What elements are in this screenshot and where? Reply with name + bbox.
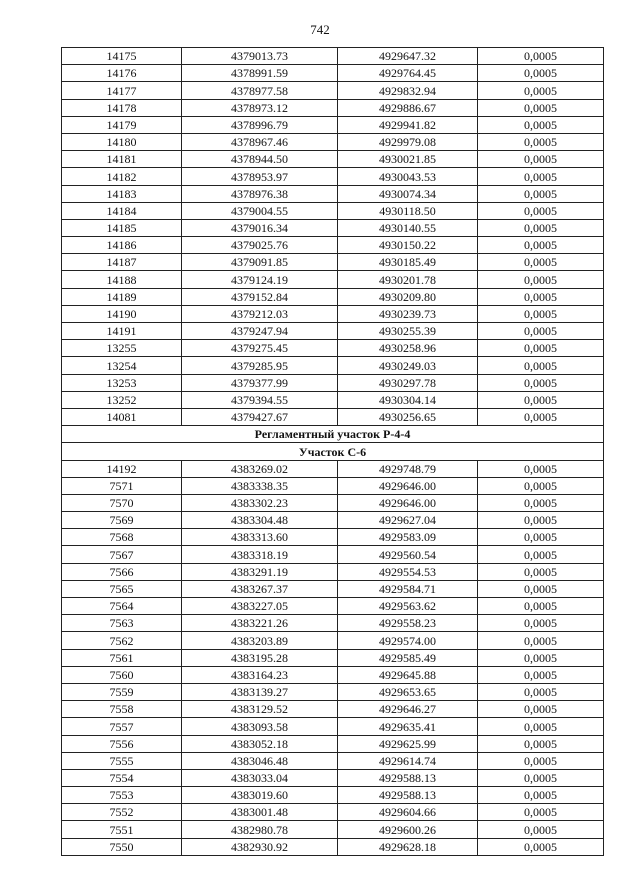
x-coordinate-cell: 4378973.12 xyxy=(182,99,338,116)
table-row xyxy=(62,185,604,202)
accuracy-cell: 0,0005 xyxy=(478,735,604,752)
accuracy-cell: 0,0005 xyxy=(478,151,604,168)
point-number-cell: 14189 xyxy=(62,288,182,305)
x-coordinate-cell: 4379091.85 xyxy=(182,254,338,271)
accuracy-cell: 0,0005 xyxy=(478,99,604,116)
y-coordinate-cell: 4930256.65 xyxy=(338,408,478,425)
x-coordinate-cell: 4383195.28 xyxy=(182,649,338,666)
table-row xyxy=(62,168,604,185)
x-coordinate-cell: 4383221.26 xyxy=(182,615,338,632)
y-coordinate-cell: 4930021.85 xyxy=(338,151,478,168)
accuracy-cell: 0,0005 xyxy=(478,202,604,219)
point-number-cell: 13253 xyxy=(62,374,182,391)
table-row xyxy=(62,271,604,288)
table-row xyxy=(62,254,604,271)
point-number-cell: 7555 xyxy=(62,752,182,769)
x-coordinate-cell: 4383052.18 xyxy=(182,735,338,752)
y-coordinate-cell: 4929886.67 xyxy=(338,99,478,116)
y-coordinate-cell: 4929574.00 xyxy=(338,632,478,649)
y-coordinate-cell: 4930150.22 xyxy=(338,237,478,254)
y-coordinate-cell: 4929604.66 xyxy=(338,804,478,821)
accuracy-cell: 0,0005 xyxy=(478,512,604,529)
point-number-cell: 7554 xyxy=(62,769,182,786)
y-coordinate-cell: 4930074.34 xyxy=(338,185,478,202)
point-number-cell: 13255 xyxy=(62,340,182,357)
x-coordinate-cell: 4379013.73 xyxy=(182,48,338,65)
table-row xyxy=(62,391,604,408)
y-coordinate-cell: 4929647.32 xyxy=(338,48,478,65)
point-number-cell: 14183 xyxy=(62,185,182,202)
y-coordinate-cell: 4929627.04 xyxy=(338,512,478,529)
accuracy-cell: 0,0005 xyxy=(478,408,604,425)
accuracy-cell: 0,0005 xyxy=(478,563,604,580)
accuracy-cell: 0,0005 xyxy=(478,718,604,735)
x-coordinate-cell: 4383139.27 xyxy=(182,683,338,700)
point-number-cell: 14191 xyxy=(62,323,182,340)
point-number-cell: 14179 xyxy=(62,116,182,133)
accuracy-cell: 0,0005 xyxy=(478,804,604,821)
y-coordinate-cell: 4929764.45 xyxy=(338,65,478,82)
y-coordinate-cell: 4930118.50 xyxy=(338,202,478,219)
x-coordinate-cell: 4378977.58 xyxy=(182,82,338,99)
accuracy-cell: 0,0005 xyxy=(478,529,604,546)
point-number-cell: 7558 xyxy=(62,701,182,718)
table-row xyxy=(62,615,604,632)
y-coordinate-cell: 4929635.41 xyxy=(338,718,478,735)
accuracy-cell: 0,0005 xyxy=(478,649,604,666)
point-number-cell: 7553 xyxy=(62,787,182,804)
table-row xyxy=(62,718,604,735)
y-coordinate-cell: 4929584.71 xyxy=(338,580,478,597)
table-row xyxy=(62,237,604,254)
accuracy-cell: 0,0005 xyxy=(478,374,604,391)
accuracy-cell: 0,0005 xyxy=(478,546,604,563)
y-coordinate-cell: 4930255.39 xyxy=(338,323,478,340)
table-row xyxy=(62,48,604,65)
x-coordinate-cell: 4379212.03 xyxy=(182,305,338,322)
y-coordinate-cell: 4929646.00 xyxy=(338,494,478,511)
point-number-cell: 13254 xyxy=(62,357,182,374)
table-row xyxy=(62,340,604,357)
x-coordinate-cell: 4383203.89 xyxy=(182,632,338,649)
point-number-cell: 7571 xyxy=(62,477,182,494)
x-coordinate-cell: 4378953.97 xyxy=(182,168,338,185)
accuracy-cell: 0,0005 xyxy=(478,254,604,271)
accuracy-cell: 0,0005 xyxy=(478,821,604,838)
x-coordinate-cell: 4378976.38 xyxy=(182,185,338,202)
section-header-block xyxy=(62,426,604,460)
x-coordinate-cell: 4379016.34 xyxy=(182,219,338,236)
y-coordinate-cell: 4930239.73 xyxy=(338,305,478,322)
point-number-cell: 14182 xyxy=(62,168,182,185)
y-coordinate-cell: 4930297.78 xyxy=(338,374,478,391)
x-coordinate-cell: 4383019.60 xyxy=(182,787,338,804)
y-coordinate-cell: 4929748.79 xyxy=(338,460,478,477)
x-coordinate-cell: 4378996.79 xyxy=(182,116,338,133)
table-row xyxy=(62,408,604,425)
x-coordinate-cell: 4383267.37 xyxy=(182,580,338,597)
accuracy-cell: 0,0005 xyxy=(478,580,604,597)
x-coordinate-cell: 4379124.19 xyxy=(182,271,338,288)
table-row xyxy=(62,477,604,494)
point-number-cell: 7569 xyxy=(62,512,182,529)
accuracy-cell: 0,0005 xyxy=(478,357,604,374)
point-number-cell: 14081 xyxy=(62,408,182,425)
accuracy-cell: 0,0005 xyxy=(478,116,604,133)
accuracy-cell: 0,0005 xyxy=(478,477,604,494)
x-coordinate-cell: 4383046.48 xyxy=(182,752,338,769)
x-coordinate-cell: 4378991.59 xyxy=(182,65,338,82)
accuracy-cell: 0,0005 xyxy=(478,271,604,288)
point-number-cell: 14188 xyxy=(62,271,182,288)
x-coordinate-cell: 4383129.52 xyxy=(182,701,338,718)
accuracy-cell: 0,0005 xyxy=(478,288,604,305)
x-coordinate-cell: 4383338.35 xyxy=(182,477,338,494)
y-coordinate-cell: 4929614.74 xyxy=(338,752,478,769)
x-coordinate-cell: 4379394.55 xyxy=(182,391,338,408)
accuracy-cell: 0,0005 xyxy=(478,787,604,804)
x-coordinate-cell: 4383033.04 xyxy=(182,769,338,786)
y-coordinate-cell: 4929600.26 xyxy=(338,821,478,838)
table-row xyxy=(62,787,604,804)
accuracy-cell: 0,0005 xyxy=(478,494,604,511)
accuracy-cell: 0,0005 xyxy=(478,48,604,65)
table-row xyxy=(62,701,604,718)
accuracy-cell: 0,0005 xyxy=(478,340,604,357)
x-coordinate-cell: 4383227.05 xyxy=(182,598,338,615)
y-coordinate-cell: 4930209.80 xyxy=(338,288,478,305)
y-coordinate-cell: 4929646.00 xyxy=(338,477,478,494)
x-coordinate-cell: 4383093.58 xyxy=(182,718,338,735)
table-row xyxy=(62,288,604,305)
table-row xyxy=(62,99,604,116)
point-number-cell: 14177 xyxy=(62,82,182,99)
y-coordinate-cell: 4930249.03 xyxy=(338,357,478,374)
accuracy-cell: 0,0005 xyxy=(478,168,604,185)
y-coordinate-cell: 4929560.54 xyxy=(338,546,478,563)
section-title: Регламентный участок Р-4-4 xyxy=(62,426,604,443)
table-row xyxy=(62,546,604,563)
x-coordinate-cell: 4379152.84 xyxy=(182,288,338,305)
accuracy-cell: 0,0005 xyxy=(478,598,604,615)
point-number-cell: 7565 xyxy=(62,580,182,597)
y-coordinate-cell: 4929625.99 xyxy=(338,735,478,752)
point-number-cell: 7562 xyxy=(62,632,182,649)
point-number-cell: 14187 xyxy=(62,254,182,271)
x-coordinate-cell: 4379285.95 xyxy=(182,357,338,374)
x-coordinate-cell: 4379025.76 xyxy=(182,237,338,254)
point-number-cell: 14175 xyxy=(62,48,182,65)
x-coordinate-cell: 4379247.94 xyxy=(182,323,338,340)
y-coordinate-cell: 4930258.96 xyxy=(338,340,478,357)
table-row xyxy=(62,666,604,683)
x-coordinate-cell: 4382980.78 xyxy=(182,821,338,838)
accuracy-cell: 0,0005 xyxy=(478,237,604,254)
x-coordinate-cell: 4383304.48 xyxy=(182,512,338,529)
accuracy-cell: 0,0005 xyxy=(478,133,604,150)
accuracy-cell: 0,0005 xyxy=(478,323,604,340)
x-coordinate-cell: 4383001.48 xyxy=(182,804,338,821)
x-coordinate-cell: 4383291.19 xyxy=(182,563,338,580)
y-coordinate-cell: 4930185.49 xyxy=(338,254,478,271)
accuracy-cell: 0,0005 xyxy=(478,683,604,700)
point-number-cell: 7566 xyxy=(62,563,182,580)
coordinates-block-1 xyxy=(62,48,604,426)
accuracy-cell: 0,0005 xyxy=(478,769,604,786)
x-coordinate-cell: 4383164.23 xyxy=(182,666,338,683)
point-number-cell: 14186 xyxy=(62,237,182,254)
x-coordinate-cell: 4379377.99 xyxy=(182,374,338,391)
point-number-cell: 13252 xyxy=(62,391,182,408)
y-coordinate-cell: 4929588.13 xyxy=(338,787,478,804)
y-coordinate-cell: 4929645.88 xyxy=(338,666,478,683)
table-row xyxy=(62,305,604,322)
table-row xyxy=(62,151,604,168)
table-row xyxy=(62,563,604,580)
y-coordinate-cell: 4929588.13 xyxy=(338,769,478,786)
table-row xyxy=(62,769,604,786)
y-coordinate-cell: 4930043.53 xyxy=(338,168,478,185)
table-row xyxy=(62,133,604,150)
accuracy-cell: 0,0005 xyxy=(478,752,604,769)
point-number-cell: 7551 xyxy=(62,821,182,838)
table-row xyxy=(62,82,604,99)
y-coordinate-cell: 4929583.09 xyxy=(338,529,478,546)
table-row xyxy=(62,357,604,374)
point-number-cell: 7570 xyxy=(62,494,182,511)
table-row xyxy=(62,219,604,236)
point-number-cell: 7563 xyxy=(62,615,182,632)
accuracy-cell: 0,0005 xyxy=(478,701,604,718)
table-row xyxy=(62,580,604,597)
x-coordinate-cell: 4383302.23 xyxy=(182,494,338,511)
accuracy-cell: 0,0005 xyxy=(478,65,604,82)
x-coordinate-cell: 4379275.45 xyxy=(182,340,338,357)
x-coordinate-cell: 4378967.46 xyxy=(182,133,338,150)
point-number-cell: 7568 xyxy=(62,529,182,546)
point-number-cell: 7567 xyxy=(62,546,182,563)
table-row xyxy=(62,838,604,855)
accuracy-cell: 0,0005 xyxy=(478,838,604,855)
section-title-row xyxy=(62,426,604,443)
page-number: 742 xyxy=(310,22,330,37)
y-coordinate-cell: 4929979.08 xyxy=(338,133,478,150)
accuracy-cell: 0,0005 xyxy=(478,666,604,683)
accuracy-cell: 0,0005 xyxy=(478,185,604,202)
table-row xyxy=(62,752,604,769)
point-number-cell: 14192 xyxy=(62,460,182,477)
x-coordinate-cell: 4383269.02 xyxy=(182,460,338,477)
accuracy-cell: 0,0005 xyxy=(478,632,604,649)
y-coordinate-cell: 4929554.53 xyxy=(338,563,478,580)
point-number-cell: 7556 xyxy=(62,735,182,752)
table-row xyxy=(62,632,604,649)
y-coordinate-cell: 4929646.27 xyxy=(338,701,478,718)
coordinates-block-2 xyxy=(62,460,604,855)
table-row xyxy=(62,683,604,700)
table-row xyxy=(62,323,604,340)
point-number-cell: 14180 xyxy=(62,133,182,150)
x-coordinate-cell: 4378944.50 xyxy=(182,151,338,168)
table-row xyxy=(62,735,604,752)
y-coordinate-cell: 4929941.82 xyxy=(338,116,478,133)
x-coordinate-cell: 4383313.60 xyxy=(182,529,338,546)
x-coordinate-cell: 4383318.19 xyxy=(182,546,338,563)
subsection-title-row xyxy=(62,443,604,460)
point-number-cell: 14185 xyxy=(62,219,182,236)
table-row xyxy=(62,202,604,219)
coordinates-table xyxy=(61,47,604,856)
point-number-cell: 7552 xyxy=(62,804,182,821)
x-coordinate-cell: 4379004.55 xyxy=(182,202,338,219)
accuracy-cell: 0,0005 xyxy=(478,305,604,322)
table-row xyxy=(62,116,604,133)
y-coordinate-cell: 4929653.65 xyxy=(338,683,478,700)
point-number-cell: 14190 xyxy=(62,305,182,322)
x-coordinate-cell: 4379427.67 xyxy=(182,408,338,425)
y-coordinate-cell: 4929628.18 xyxy=(338,838,478,855)
accuracy-cell: 0,0005 xyxy=(478,82,604,99)
accuracy-cell: 0,0005 xyxy=(478,615,604,632)
table-row xyxy=(62,649,604,666)
point-number-cell: 7564 xyxy=(62,598,182,615)
y-coordinate-cell: 4929558.23 xyxy=(338,615,478,632)
point-number-cell: 14184 xyxy=(62,202,182,219)
y-coordinate-cell: 4930304.14 xyxy=(338,391,478,408)
table-row xyxy=(62,821,604,838)
y-coordinate-cell: 4930140.55 xyxy=(338,219,478,236)
y-coordinate-cell: 4930201.78 xyxy=(338,271,478,288)
accuracy-cell: 0,0005 xyxy=(478,219,604,236)
point-number-cell: 7557 xyxy=(62,718,182,735)
y-coordinate-cell: 4929563.62 xyxy=(338,598,478,615)
point-number-cell: 14176 xyxy=(62,65,182,82)
accuracy-cell: 0,0005 xyxy=(478,391,604,408)
accuracy-cell: 0,0005 xyxy=(478,460,604,477)
table-row xyxy=(62,598,604,615)
point-number-cell: 7561 xyxy=(62,649,182,666)
y-coordinate-cell: 4929585.49 xyxy=(338,649,478,666)
point-number-cell: 7559 xyxy=(62,683,182,700)
table-row xyxy=(62,460,604,477)
table-row xyxy=(62,804,604,821)
point-number-cell: 7560 xyxy=(62,666,182,683)
point-number-cell: 7550 xyxy=(62,838,182,855)
table-row xyxy=(62,529,604,546)
table-row xyxy=(62,65,604,82)
y-coordinate-cell: 4929832.94 xyxy=(338,82,478,99)
point-number-cell: 14181 xyxy=(62,151,182,168)
table-row xyxy=(62,374,604,391)
table-row xyxy=(62,494,604,511)
table-row xyxy=(62,512,604,529)
point-number-cell: 14178 xyxy=(62,99,182,116)
subsection-title: Участок С-6 xyxy=(62,443,604,460)
x-coordinate-cell: 4382930.92 xyxy=(182,838,338,855)
